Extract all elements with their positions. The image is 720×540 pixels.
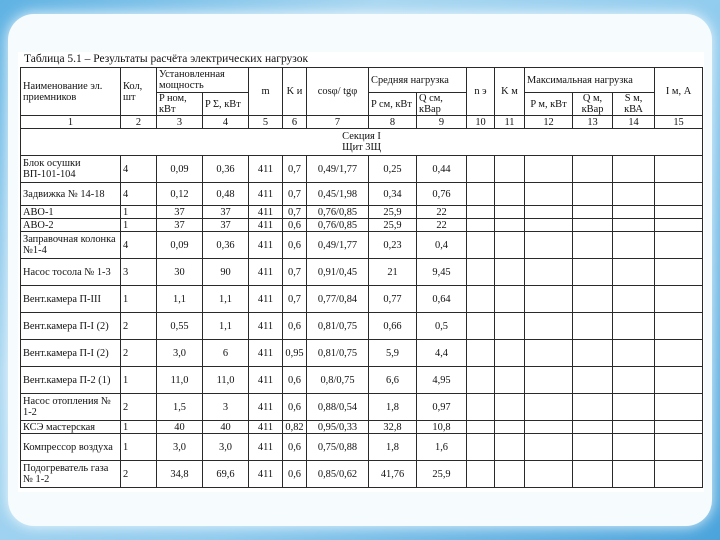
header-qty: Кол, шт [121,68,157,116]
cell-empty [525,313,573,340]
header-m: m [249,68,283,116]
column-number-cell: 4 [203,116,249,129]
cell-name: Насос отопления № 1-2 [21,394,121,421]
cell-empty [613,434,655,461]
table-row [21,421,703,434]
cell-qsm: 0,4 [417,232,467,259]
cell-empty [655,206,703,219]
cell-psm: 0,77 [369,286,417,313]
column-number-cell: 1 [21,116,121,129]
header-p-one: P ном, кВт [157,93,203,116]
cell-empty [525,340,573,367]
cell-empty [525,206,573,219]
cell-ps: 11,0 [203,367,249,394]
cell-empty [613,206,655,219]
cell-ps: 6 [203,340,249,367]
header-s-m: S м, кВА [613,93,655,116]
column-number-cell: 8 [369,116,417,129]
cell-qty: 1 [121,421,157,434]
cell-psm: 25,9 [369,206,417,219]
cell-empty [495,461,525,488]
table-row [21,394,703,421]
cell-qsm: 22 [417,219,467,232]
cell-qty: 2 [121,461,157,488]
cell-m: 411 [249,183,283,206]
cell-name: Вент.камера П-2 (1) [21,367,121,394]
section-row [21,129,703,156]
cell-empty [573,340,613,367]
cell-name: Заправочная колонка №1-4 [21,232,121,259]
section-line-1: Секция I [342,131,381,142]
cell-empty [467,394,495,421]
cell-empty [467,183,495,206]
cell-qty: 1 [121,206,157,219]
cell-m: 411 [249,421,283,434]
header-installed: Установленная мощность [157,68,249,93]
column-number-cell: 15 [655,116,703,129]
cell-psm: 0,23 [369,232,417,259]
cell-psm: 1,8 [369,434,417,461]
cell-qty: 1 [121,219,157,232]
header-name: Наименование эл. приемников [21,68,121,116]
cell-ps: 37 [203,206,249,219]
cell-name: Вент.камера П-I (2) [21,340,121,367]
cell-empty [467,434,495,461]
cell-ps: 0,36 [203,156,249,183]
cell-ki: 0,7 [283,183,307,206]
table-row [21,232,703,259]
cell-qsm: 4,4 [417,340,467,367]
header-km: K м [495,68,525,116]
cell-p1: 37 [157,219,203,232]
table-row [21,156,703,183]
cell-qty: 4 [121,183,157,206]
cell-qsm: 4,95 [417,367,467,394]
cell-cos: 0,49/1,77 [307,232,369,259]
cell-ki: 0,6 [283,367,307,394]
cell-p1: 0,09 [157,156,203,183]
cell-empty [573,219,613,232]
cell-empty [573,286,613,313]
cell-m: 411 [249,434,283,461]
cell-empty [613,219,655,232]
table-row [21,340,703,367]
cell-empty [467,286,495,313]
cell-empty [495,206,525,219]
cell-qty: 1 [121,286,157,313]
cell-ki: 0,6 [283,434,307,461]
cell-cos: 0,85/0,62 [307,461,369,488]
cell-m: 411 [249,206,283,219]
section-line-2: Щит 3Щ [342,142,381,153]
cell-ki: 0,7 [283,259,307,286]
cell-ki: 0,7 [283,156,307,183]
cell-name: АВО-1 [21,206,121,219]
cell-p1: 0,12 [157,183,203,206]
table-row [21,183,703,206]
cell-name: Вент.камера П-III [21,286,121,313]
cell-empty [467,206,495,219]
table-row [21,367,703,394]
cell-name: Насос тосола № 1-3 [21,259,121,286]
cell-empty [613,259,655,286]
cell-qsm: 1,6 [417,434,467,461]
cell-empty [573,421,613,434]
cell-qty: 4 [121,232,157,259]
column-number-cell: 12 [525,116,573,129]
cell-qty: 3 [121,259,157,286]
cell-ps: 40 [203,421,249,434]
cell-qty: 1 [121,367,157,394]
cell-psm: 21 [369,259,417,286]
cell-empty [495,421,525,434]
column-number-row [21,116,703,129]
cell-qty: 2 [121,340,157,367]
cell-empty [613,156,655,183]
cell-m: 411 [249,232,283,259]
cell-m: 411 [249,286,283,313]
cell-psm: 5,9 [369,340,417,367]
cell-empty [613,232,655,259]
cell-name: Подогреватель газа № 1-2 [21,461,121,488]
cell-qsm: 0,64 [417,286,467,313]
cell-empty [495,313,525,340]
cell-empty [573,232,613,259]
cell-empty [495,367,525,394]
cell-empty [613,394,655,421]
cell-empty [495,340,525,367]
cell-cos: 0,76/0,85 [307,206,369,219]
cell-psm: 6,6 [369,367,417,394]
table-row [21,313,703,340]
cell-qty: 1 [121,434,157,461]
cell-cos: 0,95/0,33 [307,421,369,434]
cell-empty [467,219,495,232]
cell-cos: 0,81/0,75 [307,340,369,367]
cell-qty: 2 [121,313,157,340]
cell-ki: 0,6 [283,219,307,232]
cell-ps: 3,0 [203,434,249,461]
cell-p1: 1,5 [157,394,203,421]
cell-empty [525,183,573,206]
cell-m: 411 [249,340,283,367]
cell-empty [573,259,613,286]
cell-cos: 0,76/0,85 [307,219,369,232]
cell-cos: 0,81/0,75 [307,313,369,340]
table-row [21,286,703,313]
cell-name: Компрессор воздуха [21,434,121,461]
cell-empty [573,156,613,183]
header-p-m: P м, кВт [525,93,573,116]
column-number-cell: 10 [467,116,495,129]
cell-name: Задвижка № 14-18 [21,183,121,206]
cell-psm: 32,8 [369,421,417,434]
cell-empty [655,340,703,367]
column-number-cell: 6 [283,116,307,129]
cell-cos: 0,77/0,84 [307,286,369,313]
cell-empty [613,313,655,340]
cell-empty [495,156,525,183]
cell-p1: 30 [157,259,203,286]
cell-name: КСЭ мастерская [21,421,121,434]
cell-empty [495,219,525,232]
cell-empty [525,461,573,488]
cell-qty: 4 [121,156,157,183]
table-row [21,219,703,232]
header-cos: cosφ/ tgφ [307,68,369,116]
column-number-cell: 11 [495,116,525,129]
table-row [21,206,703,219]
cell-empty [613,183,655,206]
cell-m: 411 [249,219,283,232]
cell-cos: 0,88/0,54 [307,394,369,421]
table-caption: Таблица 5.1 – Результаты расчёта электрических нагрузок [24,53,309,65]
cell-qty: 2 [121,394,157,421]
cell-ki: 0,6 [283,232,307,259]
cell-empty [467,313,495,340]
cell-name: АВО-2 [21,219,121,232]
cell-empty [573,367,613,394]
cell-name: Блок осушки ВП-101-104 [21,156,121,183]
column-number-cell: 2 [121,116,157,129]
cell-empty [525,156,573,183]
cell-p1: 0,55 [157,313,203,340]
cell-psm: 25,9 [369,219,417,232]
cell-empty [525,286,573,313]
cell-p1: 34,8 [157,461,203,488]
cell-ki: 0,82 [283,421,307,434]
cell-empty [573,394,613,421]
cell-psm: 41,76 [369,461,417,488]
cell-empty [495,286,525,313]
header-average: Средняя нагрузка [369,68,467,93]
cell-p1: 3,0 [157,340,203,367]
cell-psm: 0,25 [369,156,417,183]
cell-ki: 0,6 [283,313,307,340]
cell-ki: 0,95 [283,340,307,367]
cell-ps: 69,6 [203,461,249,488]
column-number-cell: 13 [573,116,613,129]
cell-m: 411 [249,313,283,340]
cell-ps: 0,48 [203,183,249,206]
cell-cos: 0,45/1,98 [307,183,369,206]
cell-empty [495,434,525,461]
cell-ps: 3 [203,394,249,421]
cell-empty [655,367,703,394]
cell-ki: 0,6 [283,461,307,488]
cell-ps: 1,1 [203,286,249,313]
cell-empty [655,286,703,313]
cell-cos: 0,75/0,88 [307,434,369,461]
cell-m: 411 [249,259,283,286]
column-number-cell: 14 [613,116,655,129]
cell-qsm: 22 [417,206,467,219]
cell-empty [467,340,495,367]
table-row [21,259,703,286]
cell-p1: 40 [157,421,203,434]
cell-cos: 0,49/1,77 [307,156,369,183]
document-sheet [18,52,704,492]
cell-empty [655,421,703,434]
cell-empty [573,434,613,461]
cell-empty [655,219,703,232]
cell-ps: 1,1 [203,313,249,340]
cell-empty [573,313,613,340]
cell-p1: 11,0 [157,367,203,394]
cell-psm: 0,66 [369,313,417,340]
cell-p1: 3,0 [157,434,203,461]
cell-m: 411 [249,394,283,421]
table-row [21,434,703,461]
cell-empty [525,367,573,394]
cell-name: Вент.камера П-I (2) [21,313,121,340]
cell-m: 411 [249,367,283,394]
cell-empty [655,156,703,183]
cell-empty [495,183,525,206]
cell-psm: 0,34 [369,183,417,206]
loads-table [20,67,703,488]
cell-empty [525,434,573,461]
cell-empty [525,421,573,434]
cell-empty [655,434,703,461]
section-title [21,129,703,156]
cell-empty [467,232,495,259]
cell-qsm: 9,45 [417,259,467,286]
cell-empty [573,183,613,206]
column-number-cell: 3 [157,116,203,129]
column-number-cell: 5 [249,116,283,129]
cell-qsm: 0,76 [417,183,467,206]
cell-empty [573,461,613,488]
cell-empty [573,206,613,219]
cell-empty [655,461,703,488]
header-im: I м, А [655,68,703,116]
header-p-sm: P см, кВт [369,93,417,116]
column-number-cell: 9 [417,116,467,129]
cell-empty [613,367,655,394]
cell-p1: 37 [157,206,203,219]
header-ki: K и [283,68,307,116]
cell-empty [613,421,655,434]
cell-ps: 37 [203,219,249,232]
cell-psm: 1,8 [369,394,417,421]
cell-ps: 90 [203,259,249,286]
cell-empty [467,259,495,286]
cell-empty [655,183,703,206]
cell-qsm: 25,9 [417,461,467,488]
cell-empty [467,367,495,394]
cell-empty [525,232,573,259]
cell-p1: 1,1 [157,286,203,313]
cell-qsm: 0,97 [417,394,467,421]
cell-qsm: 0,44 [417,156,467,183]
cell-empty [655,259,703,286]
cell-empty [525,219,573,232]
cell-empty [467,461,495,488]
cell-empty [525,259,573,286]
cell-empty [495,232,525,259]
cell-empty [655,394,703,421]
cell-empty [655,313,703,340]
cell-empty [495,394,525,421]
cell-cos: 0,8/0,75 [307,367,369,394]
cell-ki: 0,7 [283,286,307,313]
header-row-1 [21,68,703,93]
header-q-sm: Q см, кВар [417,93,467,116]
cell-empty [525,394,573,421]
cell-m: 411 [249,461,283,488]
cell-empty [613,461,655,488]
cell-ps: 0,36 [203,232,249,259]
cell-empty [467,421,495,434]
header-ne: n э [467,68,495,116]
cell-p1: 0,09 [157,232,203,259]
header-max: Максимальная нагрузка [525,68,655,93]
cell-ki: 0,7 [283,206,307,219]
table-row [21,461,703,488]
cell-empty [495,259,525,286]
header-p-sum: P Σ, кВт [203,93,249,116]
cell-empty [467,156,495,183]
column-number-cell: 7 [307,116,369,129]
cell-empty [613,340,655,367]
cell-qsm: 0,5 [417,313,467,340]
cell-qsm: 10,8 [417,421,467,434]
cell-m: 411 [249,156,283,183]
cell-cos: 0,91/0,45 [307,259,369,286]
header-q-m: Q м, кВар [573,93,613,116]
cell-empty [655,232,703,259]
cell-ki: 0,6 [283,394,307,421]
cell-empty [613,286,655,313]
